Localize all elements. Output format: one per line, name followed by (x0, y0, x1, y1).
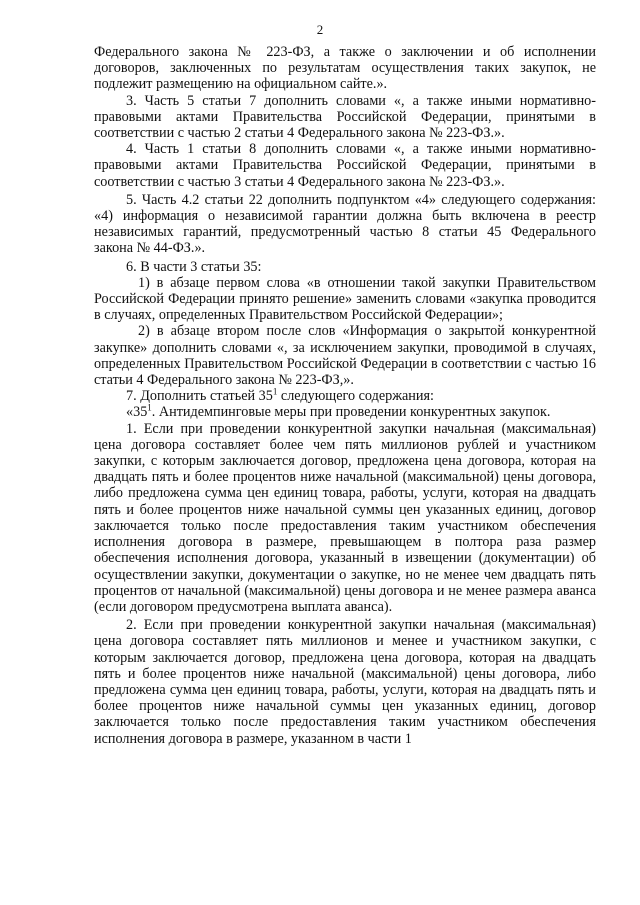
article-heading (94, 404, 596, 420)
article-number-pre: «35 (126, 404, 148, 421)
paragraph-subitem-2: 2) в абзаце втором после слов «Информация о закрытой конкурентной закупке» дополнить словами «, за исключением закупки, проводимой в случаях, определенных Правительством Российской Федерации в соответствии с частью 16 статьи 4 Федерального закона № 223-ФЗ,». (94, 323, 596, 389)
document-body (94, 44, 596, 747)
paragraph-continuation: Федерального закона № 223-ФЗ, а также о заключении и об исполнении договоров, заключенных по результатам осуществления таких закупок, не подлежит размещению на официальном сайте.». (94, 44, 596, 93)
item-7-text-pre: 7. Дополнить статьей 35 (126, 388, 273, 405)
article-clause-2: 2. Если при проведении конкурентной закупки начальная (максимальная) цена договора составляет пять миллионов и менее и участником закупки, с которым заключается договор, предложена цена договора, которая на двадцать пять и более процентов ниже начальной (максимальной) цены договора, либо предложена сумма цен единиц товара, работы, услуги, которая на двадцать пять и более процентов ниже начальной суммы цен указанных единиц, договор заключается только после предоставления таким участником обеспечения исполнения договора в размере, указанном в части 1 (94, 617, 596, 747)
article-number-superscript: 1 (147, 402, 152, 413)
paragraph-item-5: 5. Часть 4.2 статьи 22 дополнить подпунктом «4» следующего содержания: «4) информация о независимой гарантии должна быть включена в реестр независимых гарантий, предусмотренный частью 8 статьи 45 Федерального закона № 44-ФЗ.». (94, 191, 596, 257)
item-7-text-post: следующего содержания: (277, 388, 434, 405)
item-7-superscript: 1 (272, 386, 278, 397)
article-title: . Антидемпинговые меры при проведении конкурентных закупок. (151, 404, 551, 421)
paragraph-item-7 (94, 388, 596, 404)
paragraph-item-4: 4. Часть 1 статьи 8 дополнить словами «, а также иными нормативно-правовыми актами Правительства Российской Федерации, принятыми в соответствии с частью 3 статьи 4 Федерального закона № 223-ФЗ.». (94, 141, 596, 190)
page-number: 2 (316, 22, 324, 37)
paragraph-subitem-1: 1) в абзаце первом слова «в отношении такой закупки Правительством Российской Федерации принято решение» заменить словами «закупка проводится в случаях, определенных Правительством Российской Федерации»; (94, 274, 596, 324)
paragraph-item-6: 6. В части 3 статьи 35: (126, 258, 262, 275)
paragraph-item-3: 3. Часть 5 статьи 7 дополнить словами «, а также иными нормативно-правовыми актами Правительства Российской Федерации, принятыми в соответствии с частью 2 статьи 4 Федерального закона № 223-ФЗ.». (94, 92, 596, 142)
article-clause-1: 1. Если при проведении конкурентной закупки начальная (максимальная) цена договора составляет более чем пять миллионов рублей и участником закупки, с которым заключается договор, предложена цена договора, которая на двадцать пять и более процентов ниже начальной (максимальной) цены договора, либо предложена сумма цен единиц товара, работы, услуги, которая на двадцать пять и более процентов ниже начальной суммы цен указанных единиц, договор заключается только после предоставления таким участником обеспечения исполнения договора в размере, превышающем в полтора раза размер обеспечения исполнения договора, указанный в извещении (документации) об осуществлении закупки, документации о закупке, но не менее чем двадцать пять процентов от начальной (максимальной) цены договора и не менее размера аванса (если договором предусмотрена выплата аванса). (94, 420, 596, 615)
